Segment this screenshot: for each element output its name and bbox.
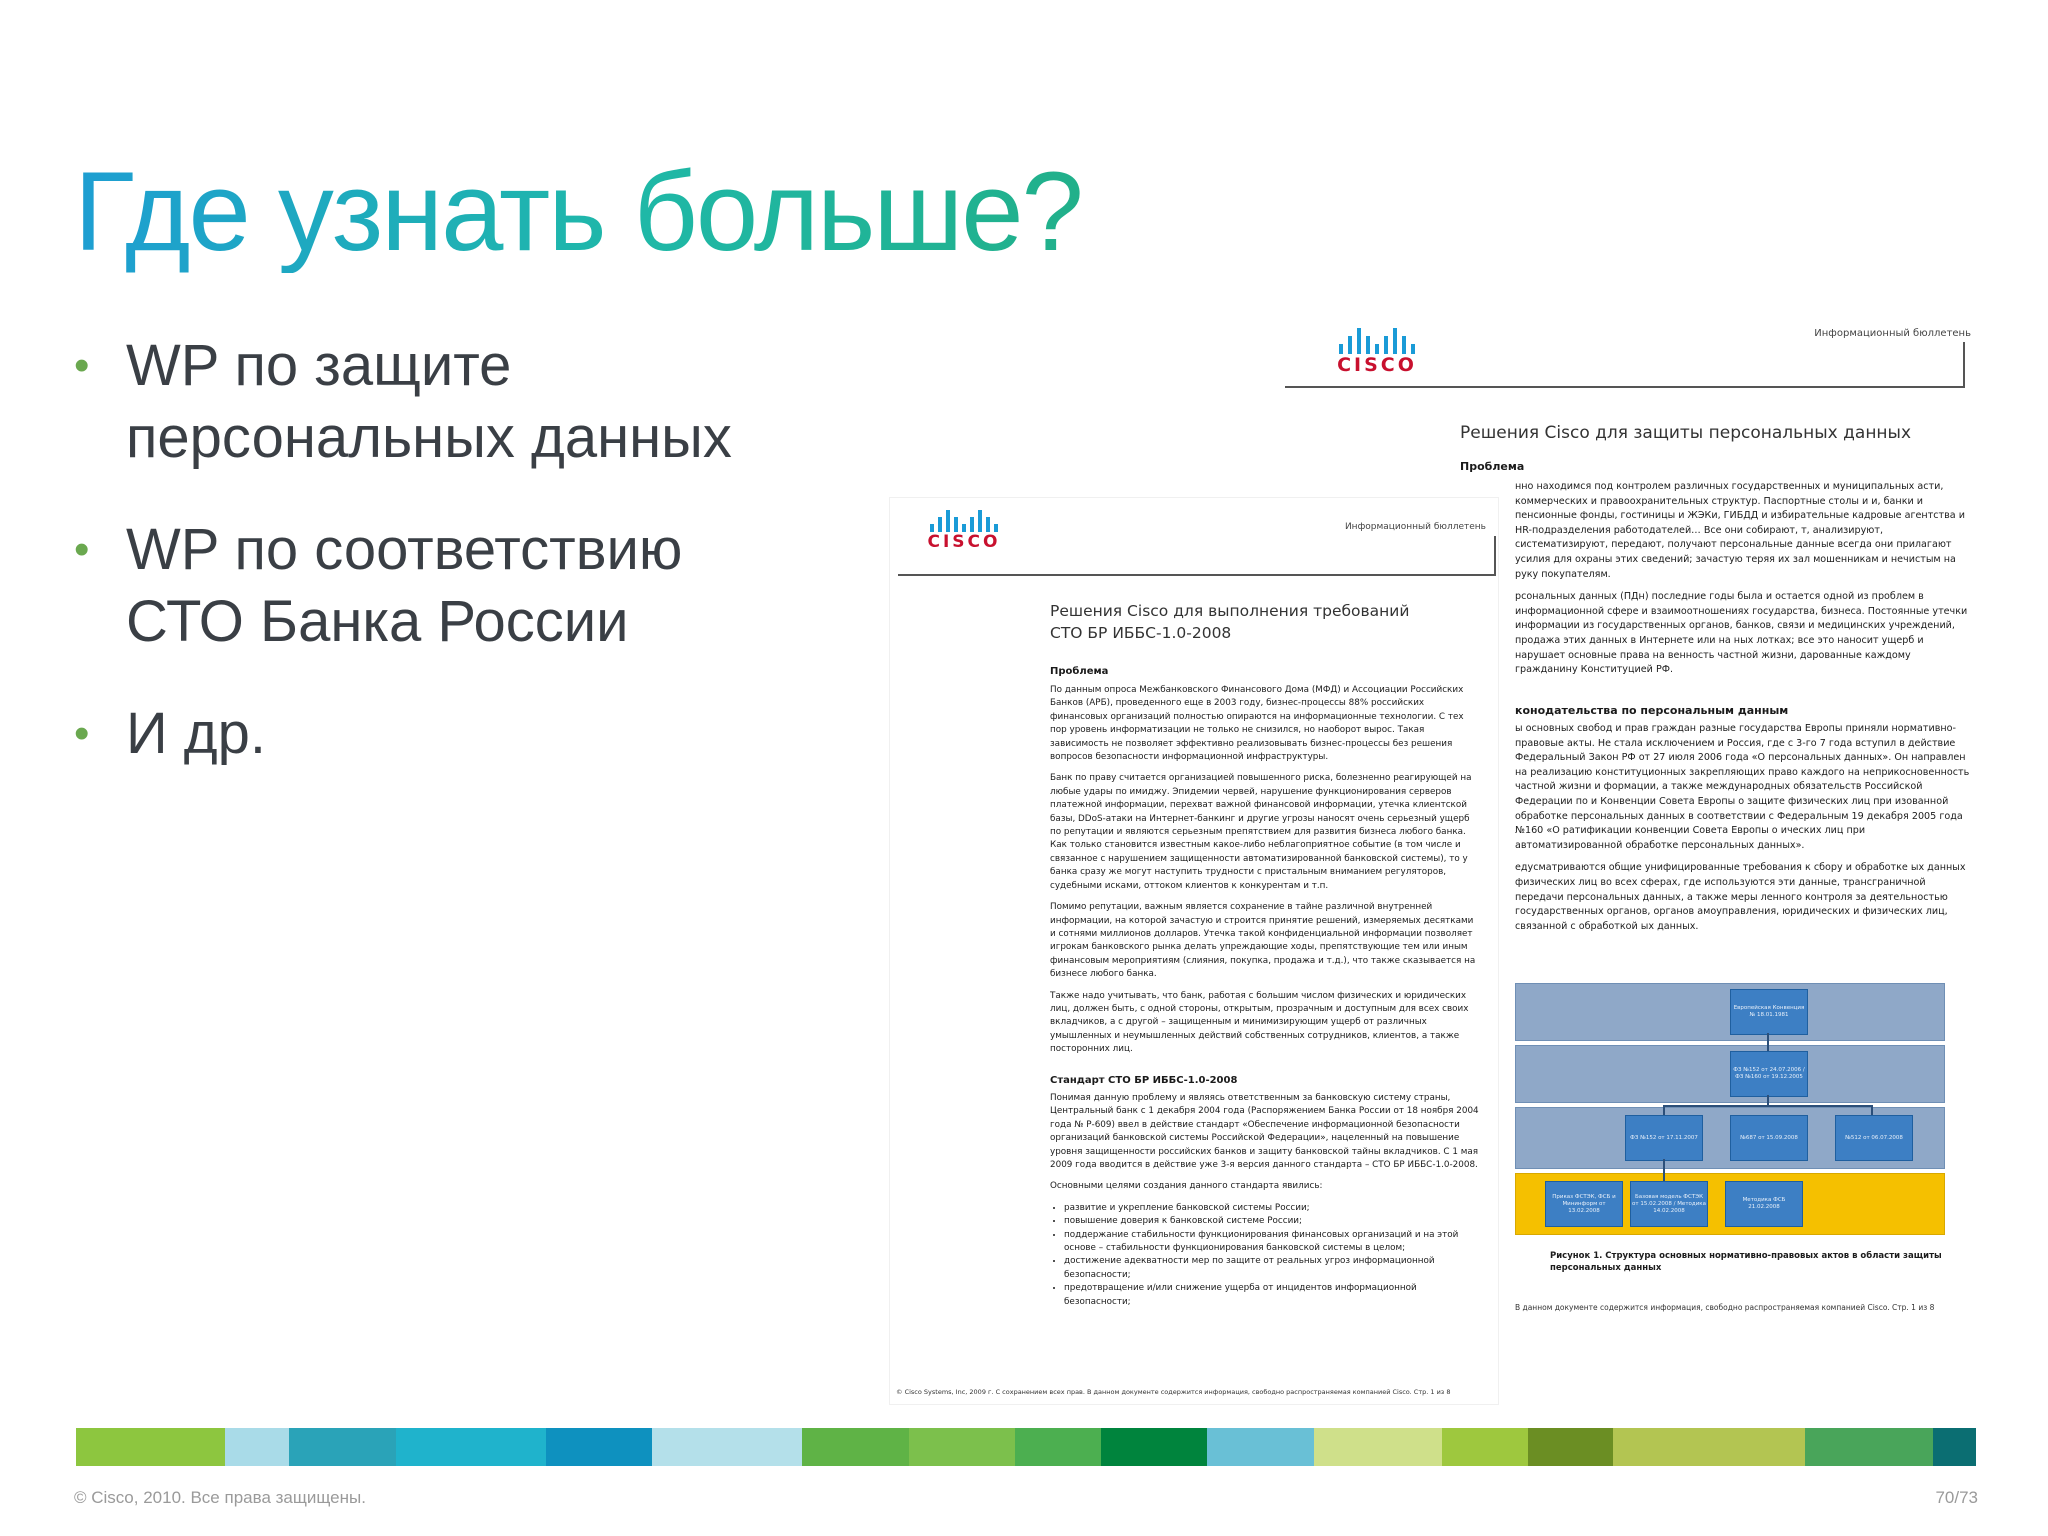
cisco-bars-icon	[1327, 326, 1427, 354]
diagram-node: ФЗ №152 от 17.11.2007	[1625, 1115, 1703, 1161]
slide-title: Где узнать больше?	[74, 149, 1082, 274]
section-heading: Проблема	[1460, 460, 1525, 473]
section-heading: Стандарт СТО БР ИББС-1.0-2008	[1050, 1075, 1238, 1086]
list-item: • предотвращение и/или снижение ущерба от инцидентов информационной безопасности;	[1064, 1282, 1480, 1309]
stripe-segment	[1101, 1428, 1208, 1466]
doc-footer: В данном документе содержится информация, свободно распространяемая компанией Cisco. Стр. 1 из 8	[1515, 1303, 1935, 1312]
cisco-logo-word: CISCO	[1337, 354, 1417, 376]
bullet-item	[74, 698, 834, 770]
header-label: Информационный бюллетень	[1344, 522, 1486, 532]
page-number: 70/73	[1935, 1488, 1978, 1507]
doc-title-line: СТО БР ИББС-1.0-2008	[1050, 624, 1232, 642]
diagram-connector	[1767, 1095, 1769, 1105]
stripe-segment	[652, 1428, 801, 1466]
figure-caption: Рисунок 1. Структура основных нормативно-правовых актов в области защиты персональных данных	[1550, 1251, 1942, 1273]
diagram-node: Приказ ФСТЭК, ФСБ и Мининформ от 13.02.2008	[1545, 1181, 1623, 1227]
law-text	[1515, 722, 1975, 980]
bullet-item	[74, 514, 834, 658]
doc-footer: © Cisco Systems, Inc, 2009 г. С сохранением всех прав. В данном документе содержится информация, свободно распространяемая компанией Cisco. Стр. 1 из 8	[896, 1388, 1451, 1396]
paragraph: Банк по праву считается организацией повышенного риска, болезненно реагирующей на любые удары по имиджу. Эпидемии червей, нарушение функционирования серверов платежной информации, перехват важной финансовой информации, утечка клиентской базы, DDoS-атаки на Интернет-банкинг и другие угрозы наносят очень серьезный ущерб по репутации и являются серьезным препятствием для развития бизнеса любого банка. Как только становится известным какое-либо неблагоприятное событие (в том числе и связанное с нарушением защищенности автоматизированной банковской системы), то у банка сразу же могут наступить трудности с пристальным вниманием регуляторов, судебными исками, оттоком клиентов к конкурентам и т.п.	[1050, 773, 1472, 891]
diagram-node: №512 от 06.07.2008	[1835, 1115, 1913, 1161]
section-heading: Проблема	[1050, 666, 1109, 677]
list-item: • достижение адекватности мер по защите от реальных угроз информационной безопасности;	[1064, 1255, 1480, 1282]
diagram-node: Методика ФСБ 21.02.2008	[1725, 1181, 1803, 1227]
diagram-connector	[1871, 1105, 1873, 1115]
cisco-logo	[920, 508, 1008, 552]
paragraph: ы основных свобод и прав граждан разные государства Европы приняли нормативно-правовые акты. Не стала исключением и Россия, где с 3-го 7 года вступил в действие Федеральный Закон РФ от 27 июля 2006 года «О персональных данных». Он направлен на реализацию конституционных закрепляющих право каждого на неприкосновенность частной жизни и формации, а также международных обязательств Российской Федерации по и Конвенции Совета Европы о защите физических лиц при изованной обработке персональных данных в соответствии с Федеральным 19 декабря 2005 года №160 «О ратификации конвенции Совета Европы о ических лиц при автоматизированной обработке персональных данных».	[1515, 723, 1970, 851]
header-rule	[1285, 386, 1965, 388]
stripe-segment	[225, 1428, 289, 1466]
stripe-segment	[1207, 1428, 1314, 1466]
stripe-segment	[1015, 1428, 1100, 1466]
goals-list	[1050, 1202, 1480, 1309]
stripe-segment	[909, 1428, 1016, 1466]
diagram-node: №687 от 15.09.2008	[1730, 1115, 1808, 1161]
paragraph: едусматриваются общие унифицированные требования к сбору и обработке ых данных физических лиц во всех сферах, где используются эти данные, трансграничной передачи персональных данных, а также меры ленного контроля за деятельностью государственных органов, органов амоуправления, юридических и физических лиц, связанной с обработкой ых данных.	[1515, 862, 1966, 932]
stripe-segment	[1613, 1428, 1805, 1466]
cisco-logo-word: CISCO	[927, 532, 1001, 552]
stripe-segment	[76, 1428, 225, 1466]
bullet-marker: •	[74, 341, 90, 390]
header-rule	[898, 574, 1496, 576]
whitepaper-sto-br	[890, 498, 1498, 1404]
stripe-segment	[546, 1428, 653, 1466]
stripe-segment	[1442, 1428, 1527, 1466]
problem-text	[1515, 480, 1975, 700]
diagram-node: Базовая модель ФСТЭК от 15.02.2008 / Методика 14.02.2008	[1630, 1181, 1708, 1227]
bullet-text-line: СТО Банка России	[126, 589, 629, 654]
stripe-segment	[802, 1428, 909, 1466]
list-item: • развитие и укрепление банковской системы России;	[1064, 1202, 1480, 1215]
stripe-segment	[396, 1428, 545, 1466]
bullet-marker: •	[74, 709, 90, 758]
bullet-marker: •	[74, 525, 90, 574]
bullet-text-line: И др.	[126, 701, 267, 766]
bullet-text-line: WP по соответствию	[126, 517, 683, 582]
diagram-node: Европейская Конвенция № 18.01.1981	[1730, 989, 1808, 1035]
stripe-segment	[1805, 1428, 1933, 1466]
diagram-connector	[1663, 1159, 1665, 1181]
copyright-text: © Cisco, 2010. Все права защищены.	[74, 1488, 366, 1507]
diagram-connector	[1663, 1105, 1873, 1107]
standard-text	[1050, 1092, 1480, 1382]
doc-title: Решения Cisco для защиты персональных данных	[1460, 423, 1912, 443]
doc-title-line: Решения Cisco для выполнения требований	[1050, 602, 1410, 620]
cisco-logo	[1327, 326, 1427, 376]
paragraph: рсональных данных (ПДн) последние годы была и остается одной из проблем в информационной сфере и взаимоотношениях государства, бизнеса. Постоянные утечки информации из государственных органов, банков, связи и медицинских учреждений, продажа этих данных в Интернете или на ных лотках; все это наносит ущерб и нарушает основные права на венность частной жизни, дарованные каждому гражданину Конституцией РФ.	[1515, 591, 1968, 676]
paragraph: Понимая данную проблему и являясь ответственным за банковскую систему страны, Центральный банк с 1 декабря 2004 года (Распоряжением Банка России от 18 ноября 2004 года № Р-609) ввел в действие стандарт «Обеспечение информационной безопасности организаций банковской системы Российской Федерации», нацеленный на повышение уровня защищенности российских банков и защиту банковской тайны вкладчиков. С 1 мая 2009 года вводится в действие уже 3-я версия данного стандарта – СТО БР ИББС-1.0-2008.	[1050, 1093, 1479, 1171]
header-rule-vertical	[1494, 536, 1496, 576]
paragraph: Также надо учитывать, что банк, работая с большим числом физических и юридических лиц, должен быть, с одной стороны, открытым, прозрачным и доступным для всех своих вкладчиков, а с другой – защищенным и минимизирующим ущерб от различных умышленных и неумышленных действий собственных сотрудников, клиентов, а также посторонних лиц.	[1050, 990, 1469, 1055]
problem-text	[1050, 684, 1480, 1074]
stripe-segment	[1314, 1428, 1442, 1466]
cisco-bars-icon	[920, 508, 1008, 532]
decorative-color-stripe	[76, 1428, 1976, 1466]
diagram-node: ФЗ №152 от 24.07.2006 / ФЗ №160 от 19.12.2005	[1730, 1051, 1808, 1097]
list-item: • повышение доверия к банковской системе России;	[1064, 1215, 1480, 1228]
diagram-connector	[1663, 1105, 1665, 1115]
diagram-connector	[1767, 1033, 1769, 1051]
stripe-segment	[1528, 1428, 1613, 1466]
law-structure-diagram	[1515, 983, 1945, 1253]
bullet-text-line: WP по защите	[126, 333, 512, 398]
bullet-list	[74, 330, 834, 810]
paragraph: Помимо репутации, важным является сохранение в тайне различной внутренней информации, на которой зачастую и строится принятие решений, измеряемых десятками и сотнями миллионов долларов. Утечка такой конфиденциальной информации позволяет игрокам банковского рынка делать упреждающие ходы, препятствующие тем или иным финансовым мероприятиям (слияния, покупка, продажа и т.д.), что также сказывается на бизнесе любого банка.	[1050, 902, 1476, 980]
bullet-text-line: персональных данных	[126, 405, 732, 470]
section-heading: конодательства по персональным данным	[1515, 704, 1789, 717]
bullet-item	[74, 330, 834, 474]
header-label: Информационный бюллетень	[1814, 328, 1971, 339]
list-item: • поддержание стабильности функционирования финансовых организаций и на этой основе – стабильности функционирования банковской системы в целом;	[1064, 1229, 1480, 1256]
stripe-segment	[289, 1428, 396, 1466]
paragraph: Основными целями создания данного стандарта явились:	[1050, 1181, 1323, 1192]
paragraph: нно находимся под контролем различных государственных и муниципальных асти, коммерческих и правоохранительных структур. Паспортные столы и и, банки и пенсионные фонды, гостиницы и ЖЭКи, ГИБДД и избирательные кадровые агентства и HR-подразделения работодателей… Все они собирают, т, анализируют, систематизируют, передают, получают персональные данные всегда они прилагают усилия для охраны этих сведений; зачастую теряя их зал мошенникам и нечистым на руку покупателям.	[1515, 481, 1965, 580]
paragraph: По данным опроса Межбанковского Финансового Дома (МФД) и Ассоциации Российских Банков (АРБ), проведенного еще в 2003 году, бизнес-процессы 88% российских финансовых организаций полностью опираются на информационные технологии. С тех пор уровень информатизации не только не снизился, но наоборот вырос. Такая зависимость не позволяет эффективно реализовывать бизнес-процессы без решения вопросов безопасности информационной инфраструктуры.	[1050, 685, 1464, 763]
stripe-segment	[1933, 1428, 1976, 1466]
header-rule-vertical	[1963, 342, 1965, 388]
